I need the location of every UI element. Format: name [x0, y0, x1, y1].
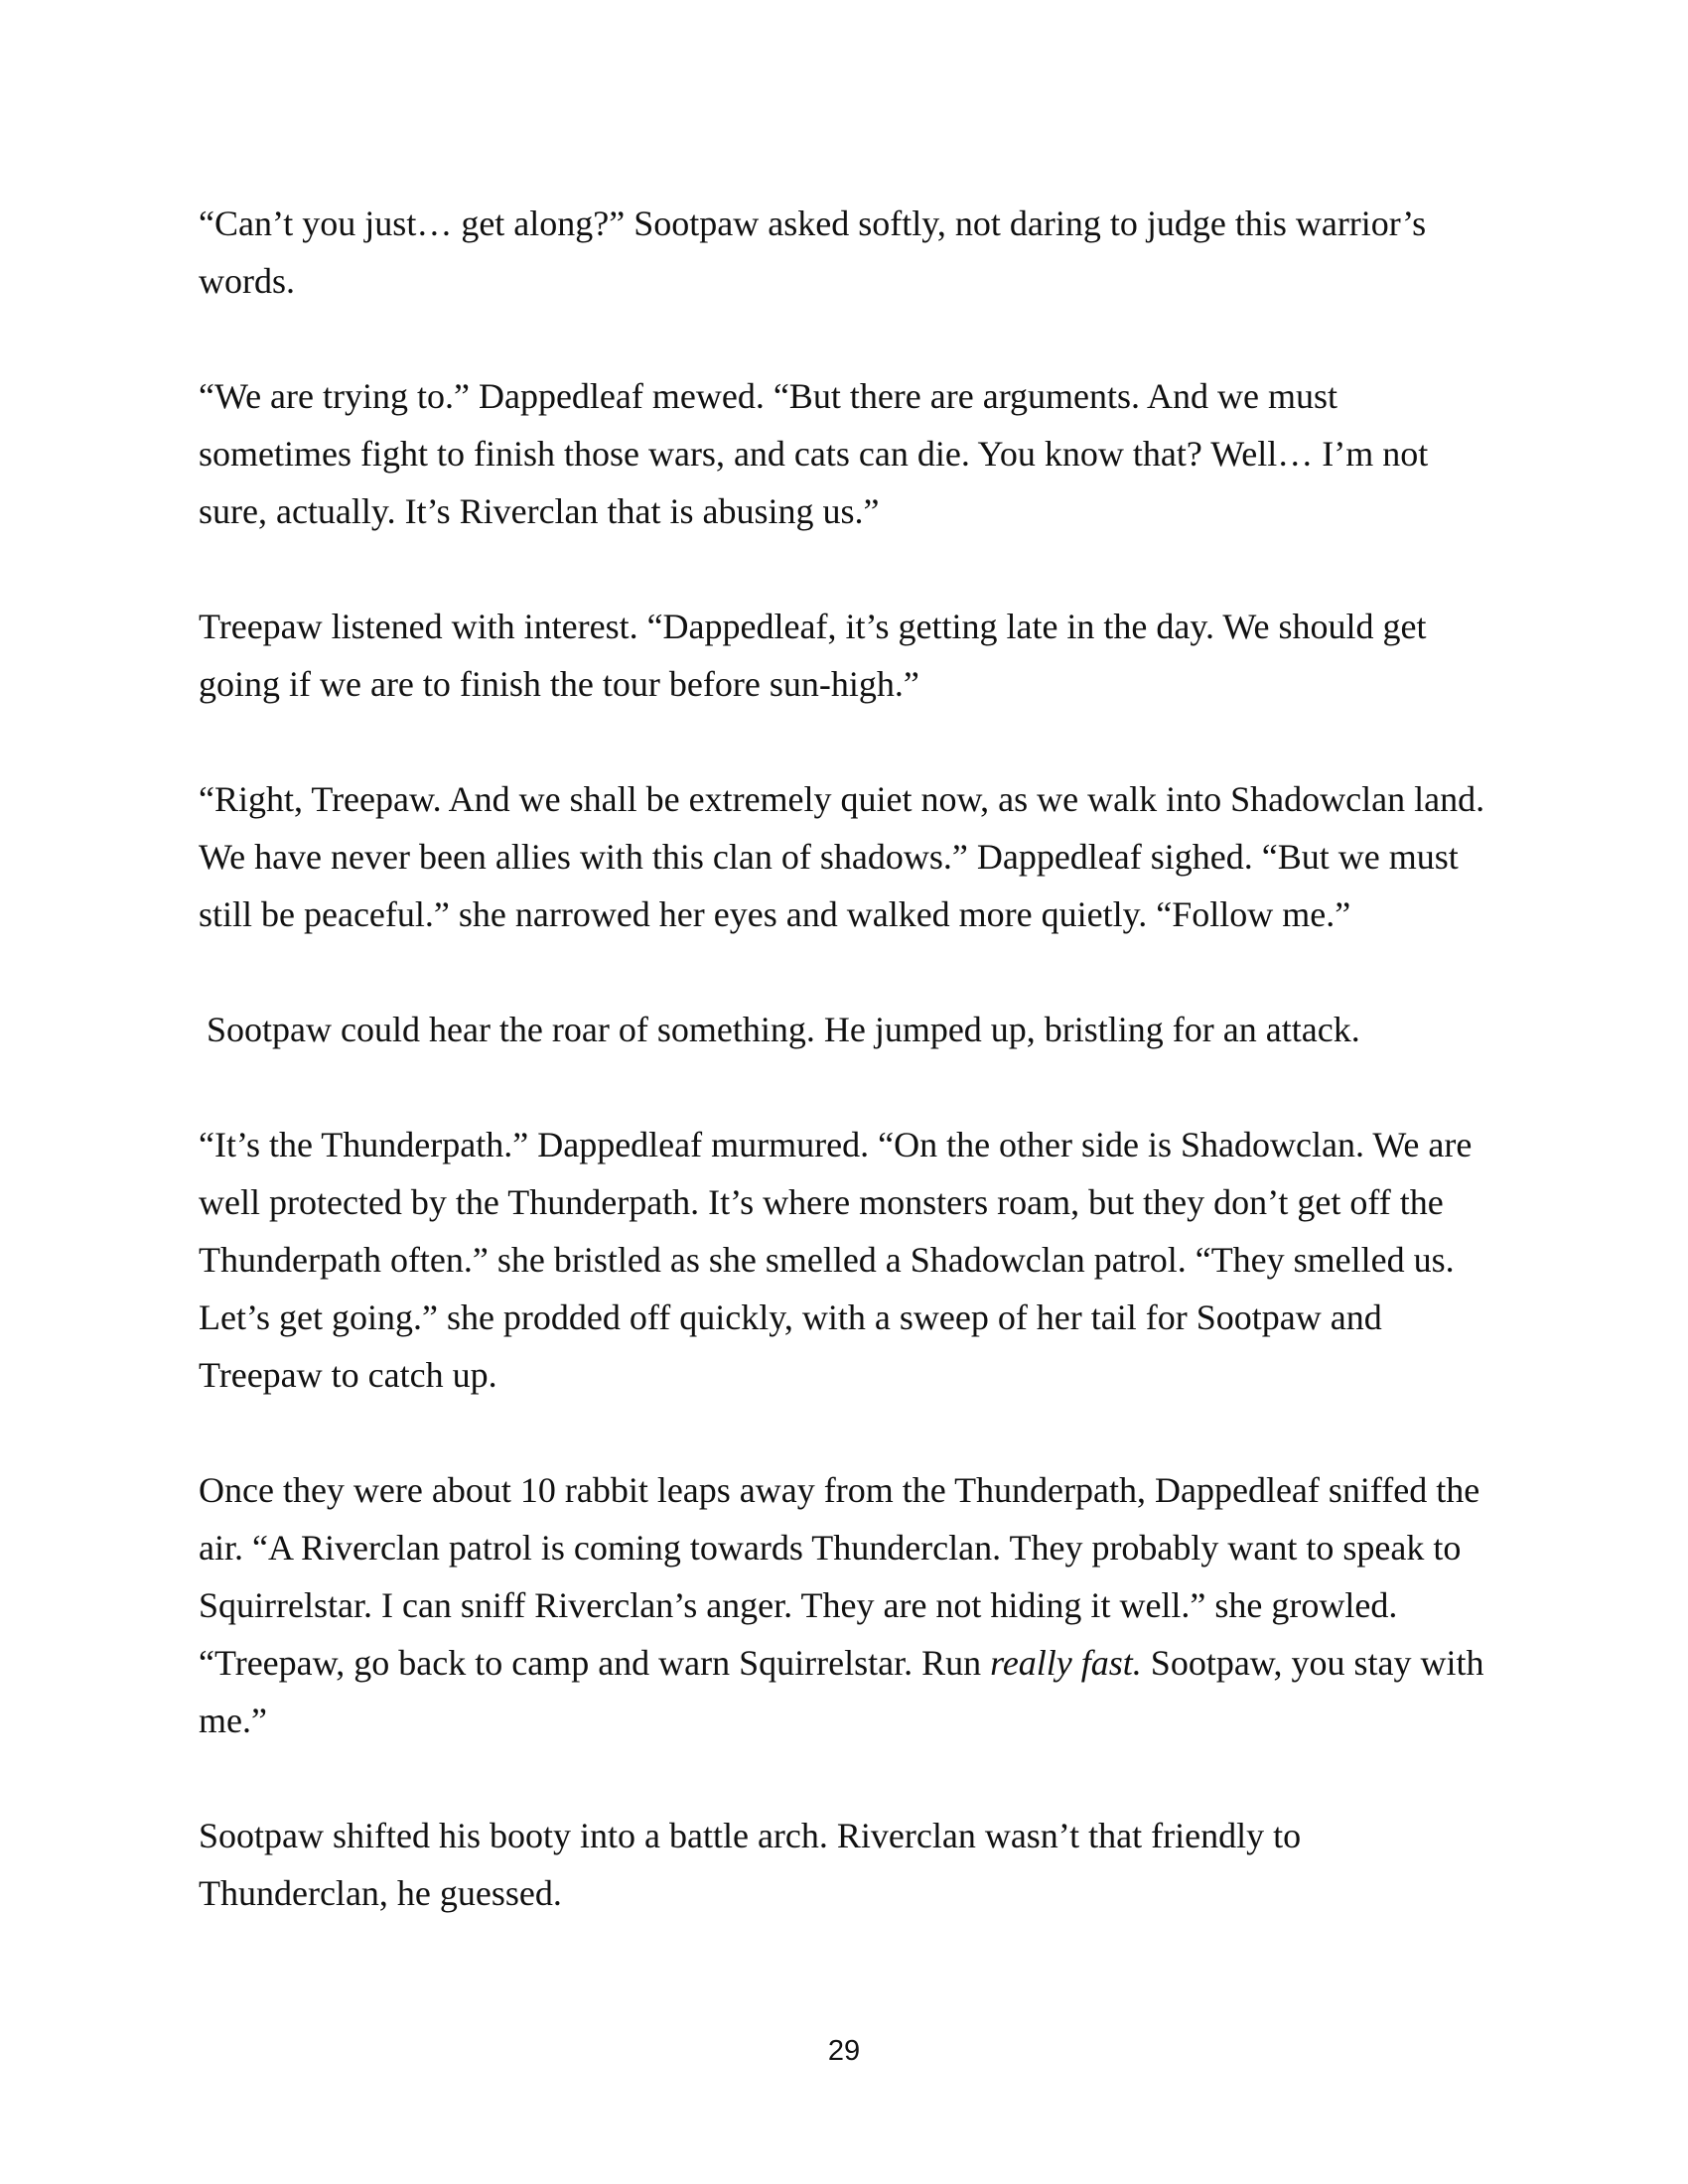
paragraph-5: Sootpaw could hear the roar of something. He jumped up, bristling for an attack.	[207, 1010, 1360, 1049]
paragraph-2: “We are trying to.” Dappedleaf mewed. “But there are arguments. And we must sometimes fight to finish those wars, and cats can die. You know that? Well… I’m not sure, actually. It’s Riverclan that is abusing us.”	[199, 376, 1429, 531]
paragraph-6: “It’s the Thunderpath.” Dappedleaf murmured. “On the other side is Shadowclan. We are well protected by the Thunderpath. It’s where monsters roam, but they don’t get off the Thunderpath often.” she bristled as she smelled a Shadowclan patrol. “They smelled us. Let’s get going.” she prodded off quickly, with a sweep of her tail for Sootpaw and Treepaw to catch up.	[199, 1125, 1473, 1395]
body-text	[199, 195, 1489, 1979]
paragraph-7-end: Sootpaw, you stay with me.”	[199, 1643, 1484, 1740]
paragraph-1: “Can’t you just… get along?” Sootpaw asked softly, not daring to judge this warrior’s words.	[199, 204, 1427, 301]
paragraph-4: “Right, Treepaw. And we shall be extremely quiet now, as we walk into Shadowclan land. We have never been allies with this clan of shadows.” Dappedleaf sighed. “But we must still be peaceful.” she narrowed her eyes and walked more quietly. “Follow me.”	[199, 779, 1485, 934]
paragraph-7-start: Once they were about 10 rabbit leaps away from the Thunderpath, Dappedleaf sniffed the air. “A Riverclan patrol is coming towards Thunderclan. They probably want to speak to Squirrelstar. I can sniff Riverclan’s anger. They are not hiding it well.” she growled. “Treepaw, go back to camp and warn Squirrelstar. Run	[199, 1470, 1480, 1683]
paragraph-3: Treepaw listened with interest. “Dappedleaf, it’s getting late in the day. We should get going if we are to finish the tour before sun-high.”	[199, 607, 1427, 704]
paragraph-7	[199, 1461, 1489, 1749]
paragraph-7-emphasis: really fast.	[990, 1643, 1142, 1683]
page-number: 29	[827, 2035, 861, 2067]
paragraph-8: Sootpaw shifted his booty into a battle arch. Riverclan wasn’t that friendly to Thunderclan, he guessed.	[199, 1816, 1302, 1913]
